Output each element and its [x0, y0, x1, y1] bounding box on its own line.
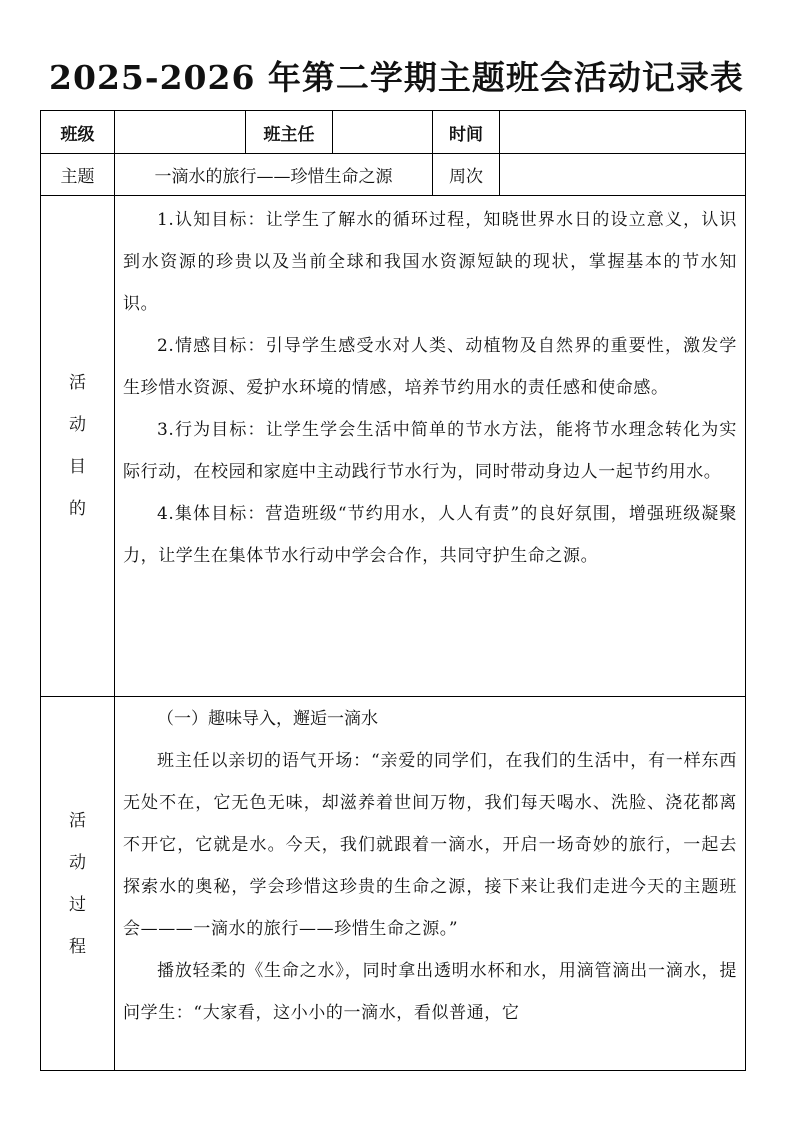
page-title: 2025-2026 年第二学期主题班会活动记录表 — [49, 58, 744, 97]
theme-label: 主题 — [41, 154, 115, 196]
time-label: 时间 — [433, 111, 500, 154]
week-value[interactable] — [500, 154, 746, 196]
theme-row — [41, 154, 746, 196]
theme-value[interactable]: 一滴水的旅行——珍惜生命之源 — [115, 154, 433, 196]
process-paragraph: 班主任以亲切的语气开场：“亲爱的同学们，在我们的生活中，有一样东西无处不在，它无色无味，却滋养着世间万物，我们每天喝水、洗脸、浇花都离不开它，它就是水。今天，我们就跟着一滴水，开启一场奇妙的旅行，一起去探索水的奥秘，学会珍惜这珍贵的生命之源，接下来让我们走进今天的主题班会———一滴水的旅行——珍惜生命之源。” — [123, 751, 737, 939]
purpose-paragraph: 2.情感目标：引导学生感受水对人类、动植物及自然界的重要性，激发学生珍惜水资源、爱护水环境的情感，培养节约用水的责任感和使命感。 — [123, 336, 737, 398]
record-table — [40, 110, 746, 1071]
purpose-row — [41, 196, 746, 697]
time-value[interactable] — [500, 111, 746, 154]
teacher-value[interactable] — [333, 111, 433, 154]
week-label: 周次 — [433, 154, 500, 196]
purpose-paragraph: 3.行为目标：让学生学会生活中简单的节水方法，能将节水理念转化为实际行动，在校园和家庭中主动践行节水行为，同时带动身边人一起节约用水。 — [123, 420, 737, 482]
class-value[interactable] — [115, 111, 246, 154]
info-row — [41, 111, 746, 154]
process-label: 活 动 过 程 — [41, 697, 115, 1071]
purpose-content[interactable] — [115, 196, 746, 697]
purpose-paragraph: 1.认知目标：让学生了解水的循环过程，知晓世界水日的设立意义，认识到水资源的珍贵以及当前全球和我国水资源短缺的现状，掌握基本的节水知识。 — [123, 210, 737, 314]
process-content[interactable] — [115, 697, 746, 1071]
purpose-paragraph: 4.集体目标：营造班级“节约用水，人人有责”的良好氛围，增强班级凝聚力，让学生在集体节水行动中学会合作，共同守护生命之源。 — [123, 504, 737, 566]
process-paragraph: 播放轻柔的《生命之水》，同时拿出透明水杯和水，用滴管滴出一滴水，提问学生：“大家看，这小小的一滴水，看似普通，它 — [123, 961, 737, 1023]
process-subheading: （一）趣味导入，邂逅一滴水 — [157, 709, 378, 729]
class-label: 班级 — [41, 111, 115, 154]
purpose-label: 活 动 目 的 — [41, 196, 115, 697]
process-row — [41, 697, 746, 1071]
teacher-label: 班主任 — [246, 111, 333, 154]
